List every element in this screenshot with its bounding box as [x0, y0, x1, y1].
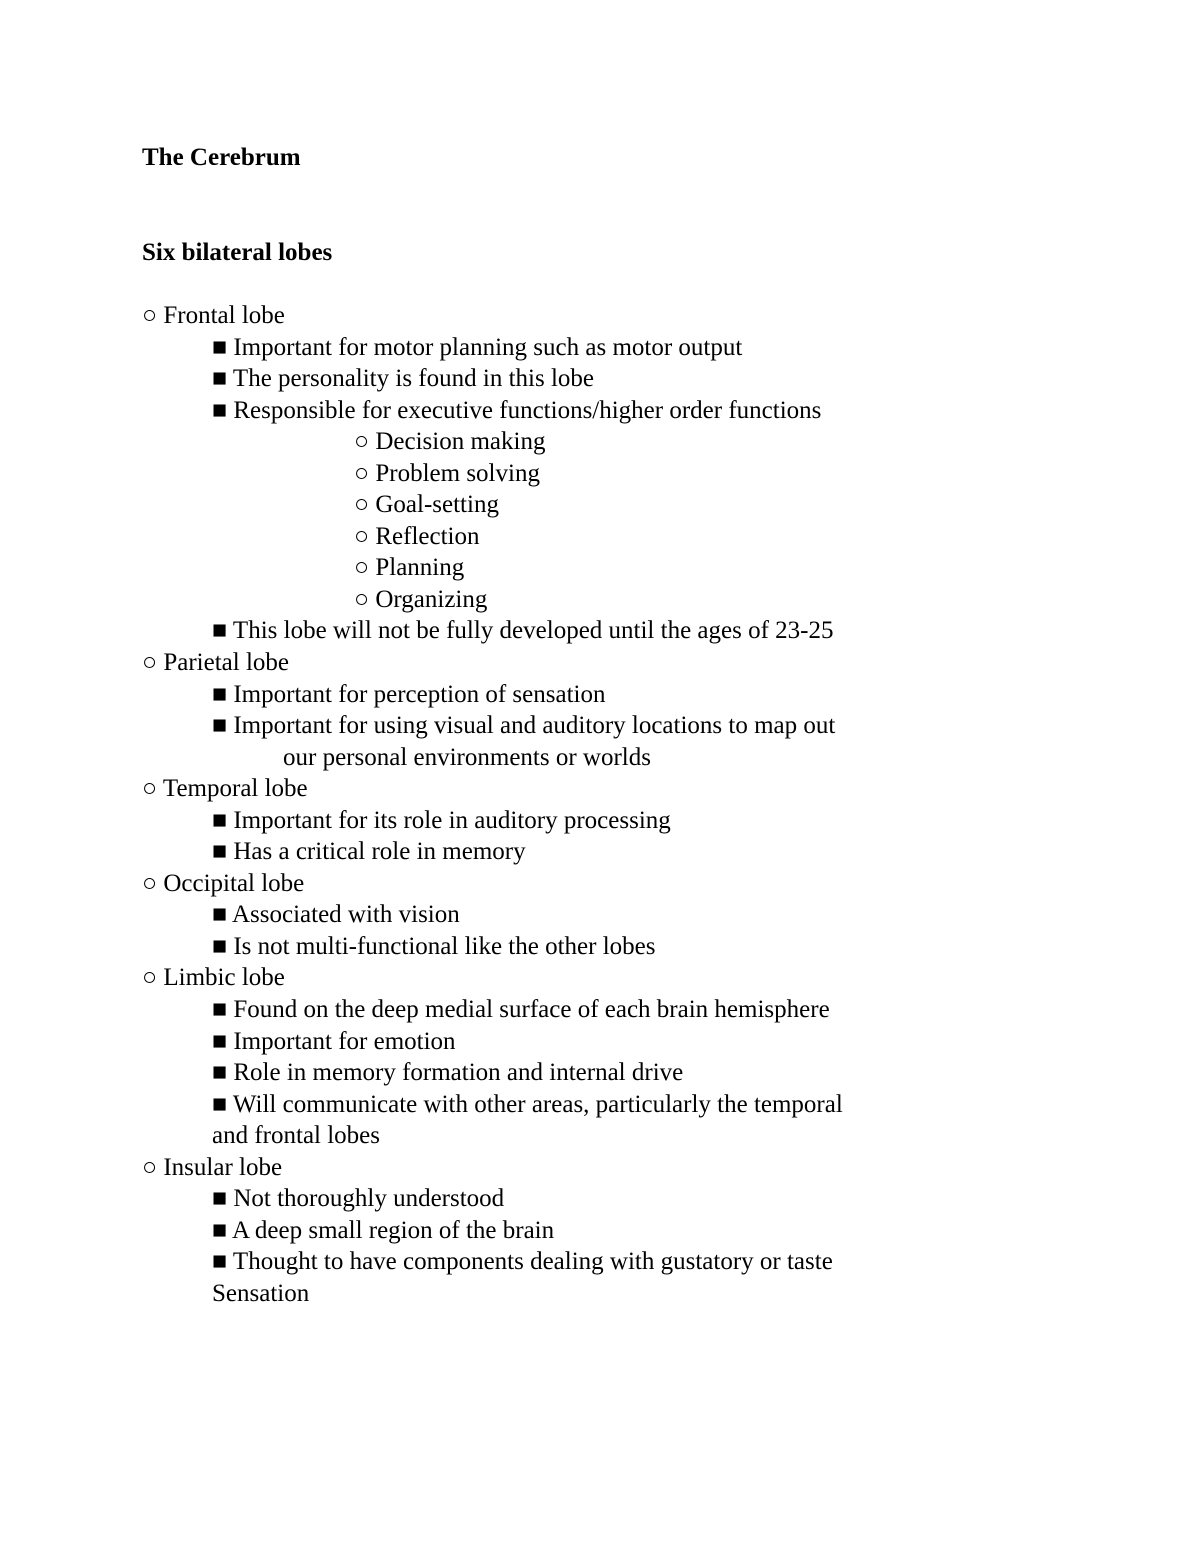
- sub-list-item: [142, 426, 942, 458]
- list-item-text: Not thoroughly understood: [233, 1185, 505, 1213]
- list-item-text: and frontal lobes: [212, 1122, 381, 1150]
- square-bullet-icon: ■: [212, 1027, 228, 1055]
- list-item: [142, 615, 942, 647]
- square-bullet-icon: ■: [212, 1090, 228, 1118]
- square-bullet-icon: ■: [212, 1216, 228, 1244]
- square-bullet-icon: ■: [212, 806, 228, 834]
- list-item: [142, 1246, 942, 1278]
- hollow-circle-bullet-icon: ○: [354, 428, 370, 456]
- list-item-text: Is not multi-functional like the other lobes: [233, 932, 656, 960]
- list-item: [142, 1089, 942, 1121]
- section-heading: Six bilateral lobes: [142, 239, 333, 266]
- list-item-text: our personal environments or worlds: [283, 743, 651, 771]
- sub-list-item-text: Decision making: [375, 428, 546, 456]
- list-item-text: Important for motor planning such as motor output: [233, 333, 743, 361]
- list-item-text: Role in memory formation and internal drive: [233, 1059, 684, 1087]
- list-item: [142, 679, 942, 711]
- square-bullet-icon: ■: [212, 333, 228, 361]
- list-item: [142, 1215, 942, 1247]
- hollow-circle-bullet-icon: ○: [354, 585, 370, 613]
- list-item-text: Associated with vision: [231, 901, 460, 929]
- list-item-continuation: [142, 742, 942, 774]
- lobe-heading-occipital: [142, 868, 942, 900]
- list-item: [142, 710, 942, 742]
- list-item: [142, 332, 942, 364]
- list-item-text: Important for perception of sensation: [233, 680, 606, 708]
- square-bullet-icon: ■: [212, 901, 228, 929]
- square-bullet-icon: ■: [212, 996, 228, 1024]
- list-item-text: Found on the deep medial surface of each brain hemisphere: [233, 996, 830, 1024]
- list-item-continuation: [142, 1278, 942, 1310]
- list-item: [142, 363, 942, 395]
- lobe-name: Occipital lobe: [163, 869, 305, 897]
- square-bullet-icon: ■: [212, 838, 228, 866]
- lobe-name: Limbic lobe: [163, 964, 285, 992]
- lobe-outline: [142, 300, 942, 1310]
- list-item: [142, 1057, 942, 1089]
- document-title: The Cerebrum: [142, 144, 301, 171]
- square-bullet-icon: ■: [212, 1059, 228, 1087]
- square-bullet-icon: ■: [212, 932, 228, 960]
- sub-list-item-text: Reflection: [375, 522, 480, 550]
- hollow-circle-bullet-icon: ○: [354, 459, 370, 487]
- square-bullet-icon: ■: [212, 365, 228, 393]
- list-item-continuation: [142, 1120, 942, 1152]
- lobe-name: Frontal lobe: [163, 302, 285, 329]
- list-item: [142, 1183, 942, 1215]
- list-item-text: Important for emotion: [233, 1027, 456, 1055]
- list-item-text: Important for its role in auditory processing: [233, 806, 671, 834]
- lobe-name: Insular lobe: [163, 1153, 283, 1181]
- lobe-heading-limbic: [142, 962, 942, 994]
- list-item-text: Responsible for executive functions/higher order functions: [233, 396, 822, 424]
- hollow-circle-bullet-icon: ○: [354, 491, 370, 519]
- lobe-name: Temporal lobe: [162, 775, 308, 803]
- hollow-circle-bullet-icon: ○: [142, 1153, 158, 1181]
- sub-list-item-text: Problem solving: [375, 459, 540, 487]
- square-bullet-icon: ■: [212, 680, 228, 708]
- square-bullet-icon: ■: [212, 396, 228, 424]
- list-item-text: A deep small region of the brain: [231, 1216, 555, 1244]
- square-bullet-icon: ■: [212, 1185, 228, 1213]
- sub-list-item: [142, 521, 942, 553]
- hollow-circle-bullet-icon: ○: [142, 649, 158, 677]
- lobe-heading-parietal: [142, 647, 942, 679]
- sub-list-item-text: Planning: [375, 554, 465, 582]
- list-item-text: This lobe will not be fully developed until the ages of 23-25: [232, 617, 834, 645]
- square-bullet-icon: ■: [212, 1248, 228, 1276]
- list-item-text: Thought to have components dealing with gustatory or taste: [232, 1248, 833, 1276]
- lobe-heading-insular: [142, 1152, 942, 1184]
- lobe-name: Parietal lobe: [163, 649, 290, 677]
- sub-list-item: [142, 552, 942, 584]
- list-item-text: Will communicate with other areas, particularly the temporal: [232, 1090, 843, 1118]
- list-item: [142, 899, 942, 931]
- list-item-text: Has a critical role in memory: [233, 838, 526, 866]
- list-item: [142, 836, 942, 868]
- sub-list-item: [142, 458, 942, 490]
- sub-list-item: [142, 584, 942, 616]
- lobe-heading-frontal: [142, 300, 942, 332]
- square-bullet-icon: ■: [212, 617, 228, 645]
- list-item-text: Sensation: [212, 1279, 310, 1307]
- hollow-circle-bullet-icon: ○: [354, 522, 370, 550]
- hollow-circle-bullet-icon: ○: [354, 554, 370, 582]
- sub-list-item-text: Organizing: [375, 585, 488, 613]
- lobe-heading-temporal: [142, 773, 942, 805]
- list-item-text: The personality is found in this lobe: [232, 365, 594, 393]
- sub-list-item: [142, 489, 942, 521]
- hollow-circle-bullet-icon: ○: [142, 964, 158, 992]
- list-item: [142, 994, 942, 1026]
- hollow-circle-bullet-icon: ○: [142, 775, 158, 803]
- square-bullet-icon: ■: [212, 712, 228, 740]
- list-item: [142, 805, 942, 837]
- list-item: [142, 1026, 942, 1058]
- list-item-text: Important for using visual and auditory locations to map out: [233, 712, 836, 740]
- list-item: [142, 931, 942, 963]
- hollow-circle-bullet-icon: ○: [142, 302, 158, 329]
- hollow-circle-bullet-icon: ○: [142, 869, 158, 897]
- list-item: [142, 395, 942, 427]
- sub-list-item-text: Goal-setting: [375, 491, 499, 519]
